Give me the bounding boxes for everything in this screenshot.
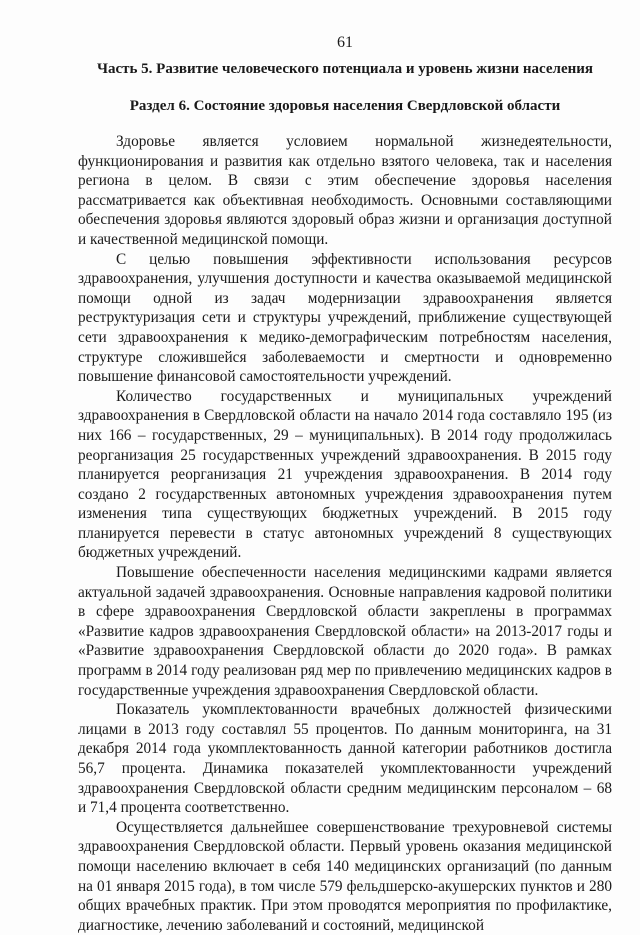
paragraph-restructuring: С целью повышения эффективности использования ресурсов здравоохранения, улучшения доступности и качества оказываемой медицинской помощи одной из задач модернизации здравоохранения является реструктуризация сети и структуры учреждений, приближение существующей сети здравоохранения к медико-демографическим потребностям населения, структуре сложившейся заболеваемости и смертности и одновременно повышение финансовой самостоятельности учреждений. bbox=[78, 250, 612, 386]
section-title: Раздел 6. Состояние здоровья населения Свердловской области bbox=[129, 98, 561, 114]
paragraph-institution-count: Количество государственных и муниципальных учреждений здравоохранения в Свердловской области на начало 2014 года составляло 195 (из них 166 – государственных, 29 – муниципальных). В 2014 году продолжилась реорганизация 25 государственных учреждений здравоохранения. В 2015 году планируется реорганизация 21 учреждения здравоохранения. В 2014 году создано 2 государственных автономных учреждения здравоохранения путем изменения типа существующих бюджетных учреждений. В 2015 году планируется перевести в статус автономных учреждений 8 существующих бюджетных учреждений. bbox=[78, 387, 612, 562]
paragraph-staffing-indicator: Показатель укомплектованности врачебных должностей физическими лицами в 2013 году составлял 55 процентов. По данным мониторинга, на 31 декабря 2014 года укомплектованность данной категории работников достигла 56,7 процента. Динамика показателей укомплектованности учреждений здравоохранения Свердловской области средним медицинским персоналом – 68 и 71,4 процента соответственно. bbox=[78, 701, 612, 817]
paragraph-staffing-policy: Повышение обеспеченности населения медицинскими кадрами является актуальной задачей здравоохранения. Основные направления кадровой политики в сфере здравоохранения Свердловской области закреплены в программах «Развитие кадров здравоохранения Свердловской области» на 2013-2017 годы и «Развитие здравоохранения Свердловской области до 2020 года». В рамках программ в 2014 году реализован ряд мер по привлечению медицинских кадров в государственные учреждения здравоохранения Свердловской области. bbox=[78, 564, 612, 699]
paragraph-health-definition: Здоровье является условием нормальной жизнедеятельности, функционирования и развития как отдельно взятого человека, так и населения региона в целом. В связи с этим обеспечение здоровья населения рассматривается как объективная необходимость. Основными составляющими обеспечения здоровья являются здоровый образ жизни и организация доступной и качественной медицинской помощи. bbox=[78, 133, 612, 248]
part-title: Часть 5. Развитие человеческого потенциала и уровень жизни населения bbox=[96, 61, 594, 77]
body-text bbox=[78, 132, 612, 935]
paragraph-three-level-system: Осуществляется дальнейшее совершенствование трехуровневой системы здравоохранения Свердловской области. Первый уровень оказания медицинской помощи населению включает в себя 140 медицинских организаций (по данным на 01 января 2015 года), в том числе 579 фельдшерско-акушерских пунктов и 280 общих врачебных практик. При этом проводятся мероприятия по профилактике, диагностике, лечению заболеваний и состояний, медицинской bbox=[78, 818, 612, 934]
page-number: 61 bbox=[337, 34, 353, 51]
